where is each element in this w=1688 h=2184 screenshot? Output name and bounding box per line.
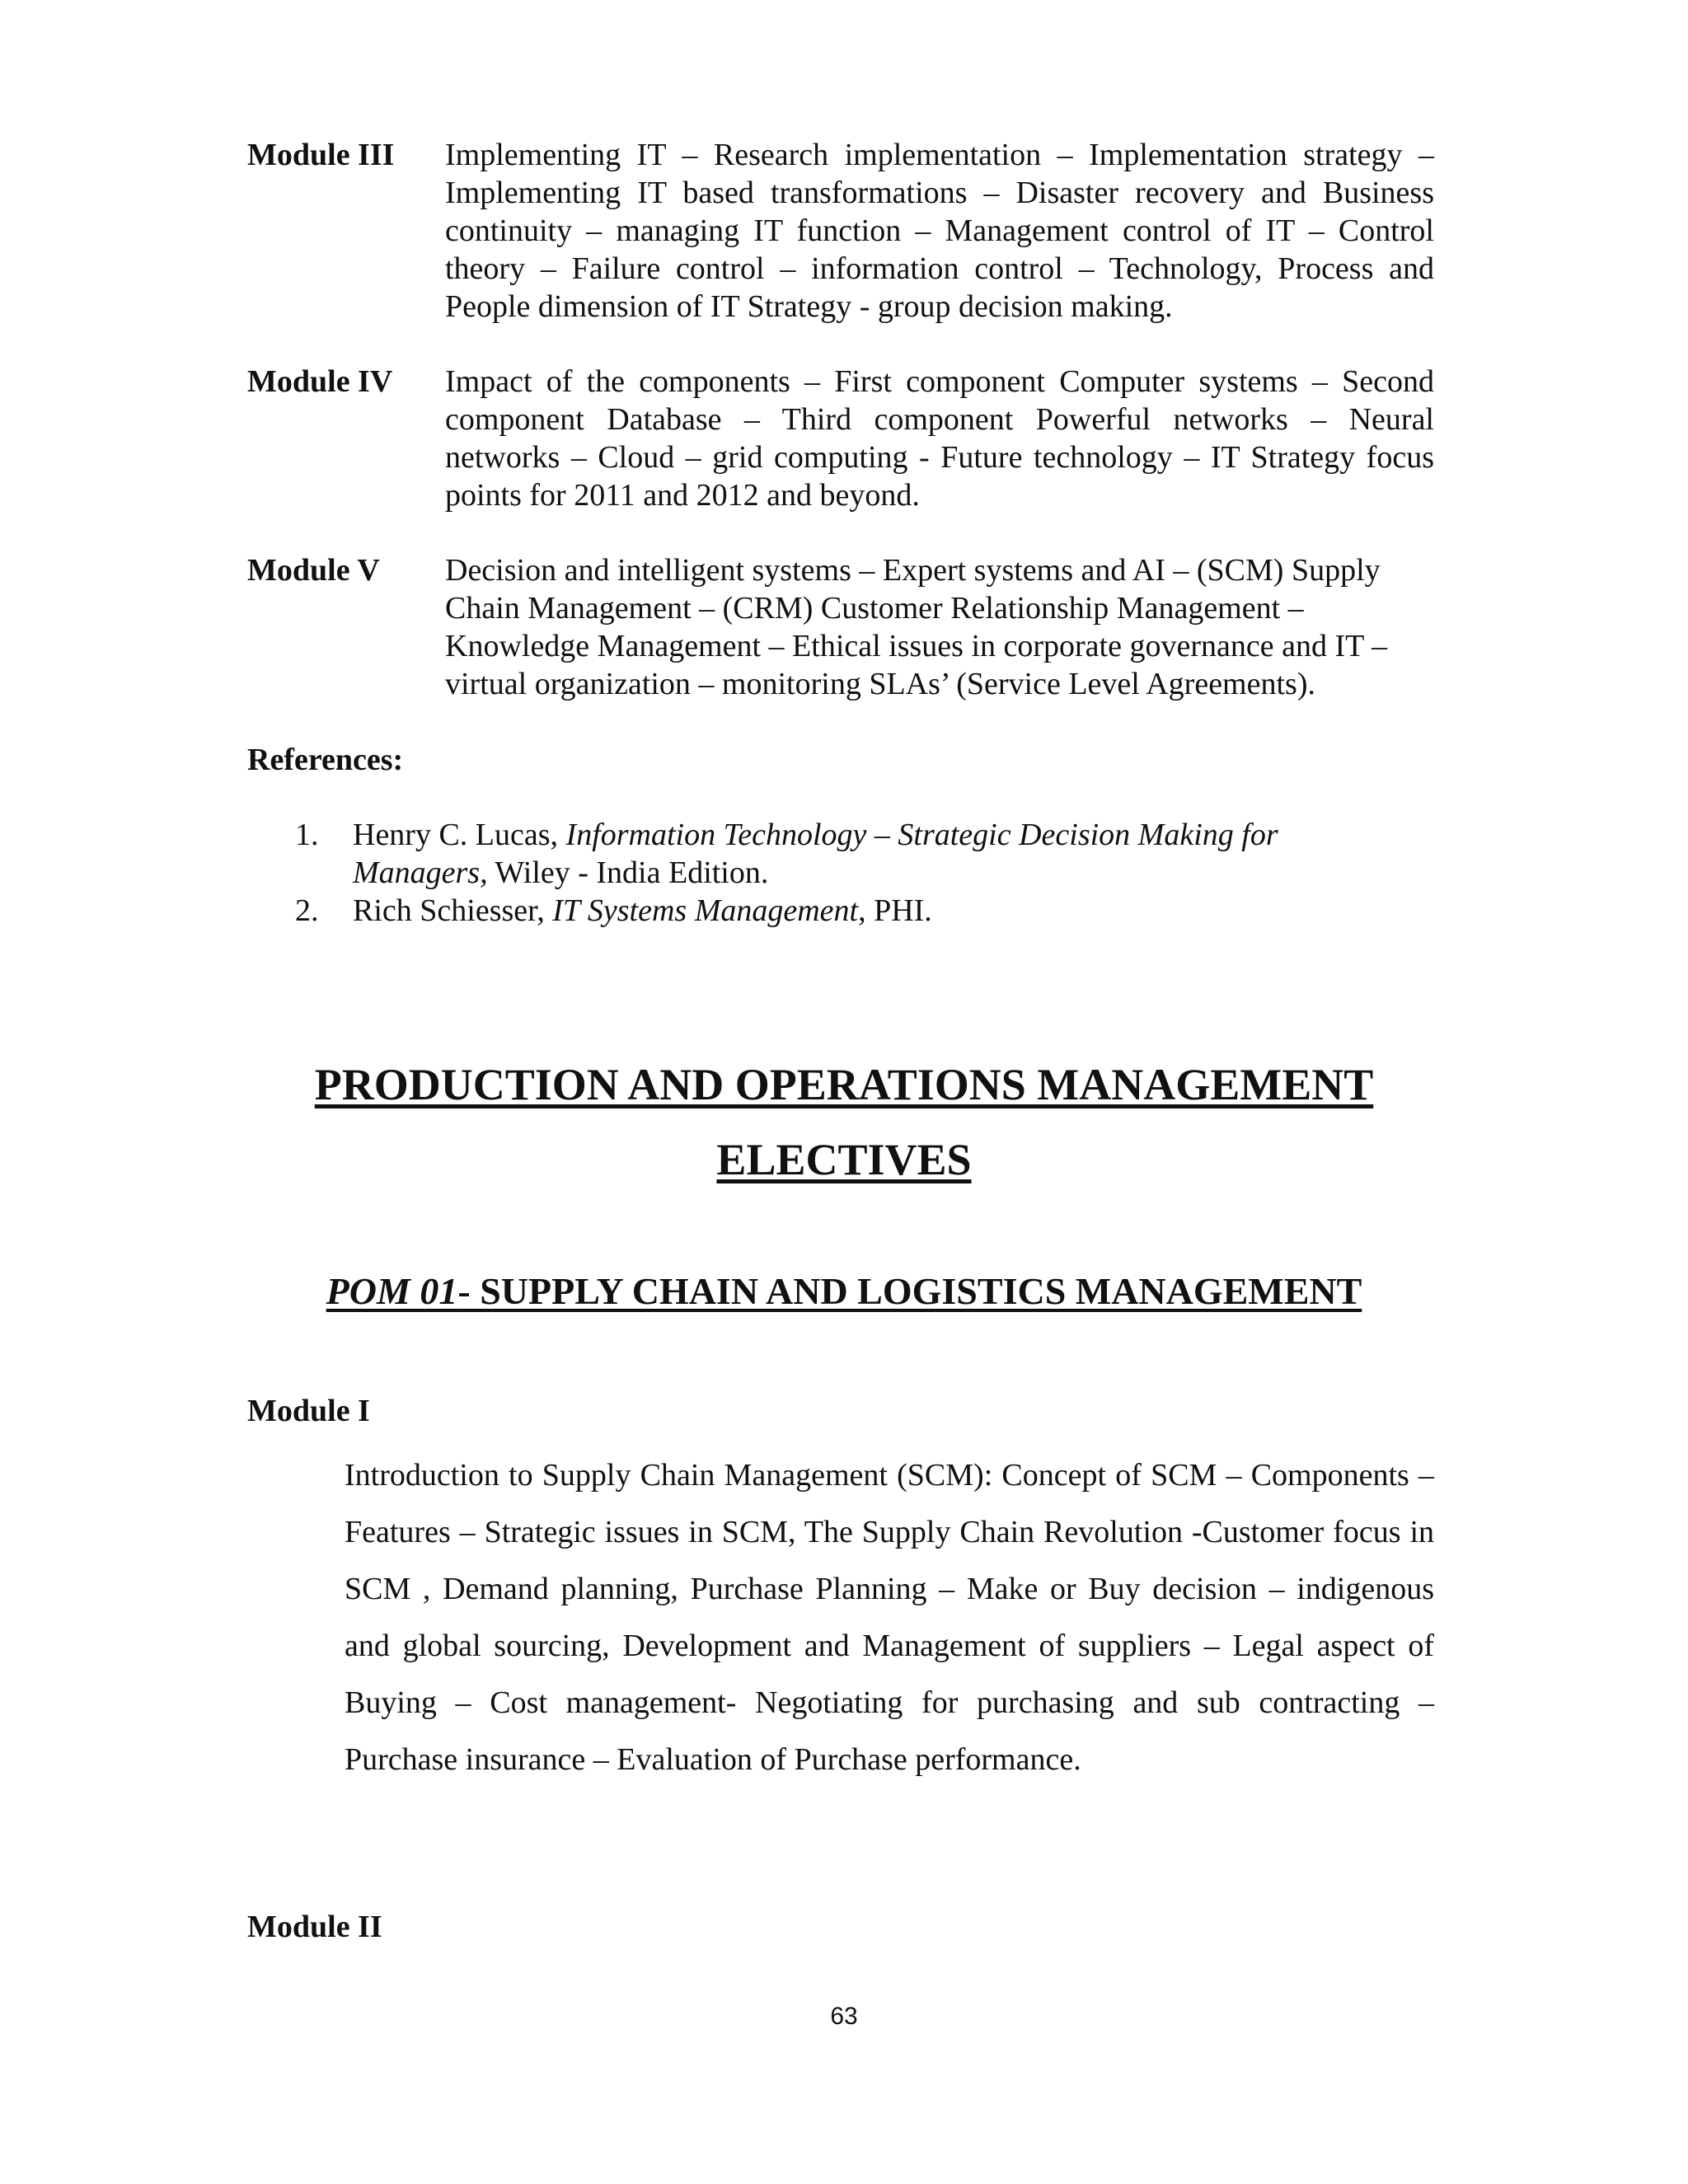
reference-number: 1. — [295, 818, 319, 852]
page-number: 63 — [830, 2003, 858, 2030]
module-i-label: Module I — [247, 1394, 370, 1428]
reference-publisher: , PHI. — [858, 893, 932, 928]
reference-number: 2. — [295, 893, 319, 928]
course-title — [0, 1269, 1688, 1313]
module-v-label: Module V — [247, 553, 380, 588]
reference-author: Rich Schiesser, — [353, 893, 553, 928]
module-iii-text: Implementing IT – Research implementation – Implementation strategy – Implementing IT based transformations – Disaster recovery and Business continuity – managing IT function – Management control of IT – Control theory – Failure control – information control – Technology, Process and People dimension of IT Strategy - group decision making. — [445, 138, 1434, 324]
module-iii-label: Module III — [247, 138, 395, 172]
module-iv-text: Impact of the components – First component Computer systems – Second component Database – Third component Powerful networks – Neural networks – Cloud – grid computing - Future technology – IT Strategy focus points for 2011 and 2012 and beyond. — [445, 364, 1434, 513]
references-heading: References: — [247, 743, 404, 777]
course-name: - SUPPLY CHAIN AND LOGISTICS MANAGEMENT — [457, 1270, 1362, 1312]
section-title-line2: ELECTIVES — [716, 1135, 972, 1184]
references-list — [295, 816, 1367, 930]
reference-author: Henry C. Lucas, — [353, 818, 566, 852]
module-iv-label: Module IV — [247, 364, 393, 399]
course-code: POM 01 — [326, 1270, 458, 1312]
reference-title: IT Systems Management — [552, 893, 859, 928]
reference-title: Information Technology – Strategic Decision Making for Managers, — [353, 818, 1278, 890]
module-ii-label: Module II — [247, 1910, 382, 1944]
module-v-text: Decision and intelligent systems – Expert systems and AI – (SCM) Supply Chain Management – (CRM) Customer Relationship Management – Knowledge Management – Ethical issues in corporate governance and IT – virtual organization – monitoring SLAs’ (Service Level Agreements). — [445, 553, 1388, 701]
section-title-line1: PRODUCTION AND OPERATIONS MANAGEMENT — [314, 1060, 1374, 1109]
reference-publisher: Wiley - India Edition. — [487, 855, 769, 890]
reference-item — [295, 892, 1367, 930]
module-i-text: Introduction to Supply Chain Management (SCM): Concept of SCM – Components – Features – Strategic issues in SCM, The Supply Chain Revolution -Customer focus in SCM , Demand planning, Purchase Planning – Make or Buy decision – indigenous and global sourcing, Development and Management of suppliers – Legal aspect of Buying – Cost management- Negotiating for purchasing and sub contracting – Purchase insurance – Evaluation of Purchase performance. — [345, 1458, 1434, 1777]
reference-item — [295, 816, 1367, 892]
